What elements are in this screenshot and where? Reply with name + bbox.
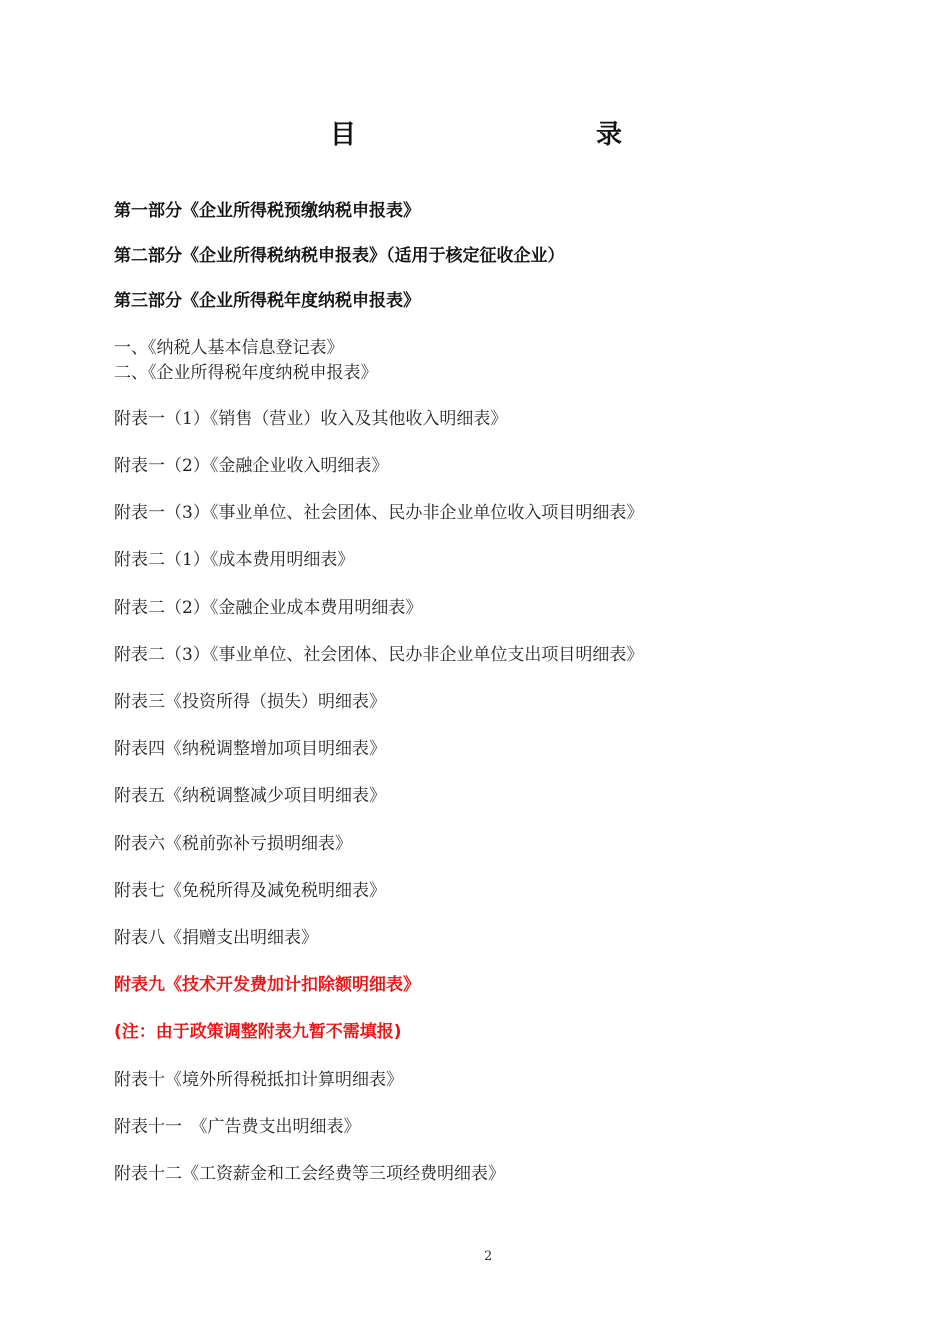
toc-schedule-2-1: 附表二（1）《成本费用明细表》 bbox=[114, 550, 355, 570]
toc-schedule-9: 附表九《技术开发费加计扣除额明细表》 bbox=[114, 975, 420, 995]
page-title-left: 目 bbox=[330, 120, 357, 150]
toc-schedule-6: 附表六《税前弥补亏损明细表》 bbox=[114, 834, 352, 854]
toc-schedule-3: 附表三《投资所得（损失）明细表》 bbox=[114, 692, 386, 712]
toc-schedule-10: 附表十《境外所得税抵扣计算明细表》 bbox=[114, 1070, 403, 1090]
toc-part2: 第二部分《企业所得税纳税申报表》（适用于核定征收企业） bbox=[114, 246, 565, 266]
toc-schedule-8: 附表八《捐赠支出明细表》 bbox=[114, 928, 318, 948]
toc-part3: 第三部分《企业所得税年度纳税申报表》 bbox=[114, 291, 420, 311]
toc-schedule-1-1: 附表一（1）《销售（营业）收入及其他收入明细表》 bbox=[114, 409, 508, 429]
toc-schedule-2-3: 附表二（3）《事业单位、社会团体、民办非企业单位支出项目明细表》 bbox=[114, 645, 644, 665]
toc-part1: 第一部分《企业所得税预缴纳税申报表》 bbox=[114, 201, 420, 221]
toc-schedule-7: 附表七《免税所得及减免税明细表》 bbox=[114, 881, 386, 901]
toc-schedule-5: 附表五《纳税调整减少项目明细表》 bbox=[114, 786, 386, 806]
toc-schedule-2-2: 附表二（2）《金融企业成本费用明细表》 bbox=[114, 598, 423, 618]
toc-schedule-9-note: (注：由于政策调整附表九暂不需填报) bbox=[114, 1022, 402, 1042]
page-number: 2 bbox=[484, 1249, 493, 1264]
page-title-right: 录 bbox=[596, 120, 623, 150]
toc-schedule-11: 附表十一 《广告费支出明细表》 bbox=[114, 1117, 361, 1137]
toc-schedule-1-3: 附表一（3）《事业单位、社会团体、民办非企业单位收入项目明细表》 bbox=[114, 503, 644, 523]
toc-item-2: 二、《企业所得税年度纳税申报表》 bbox=[114, 363, 378, 383]
toc-schedule-4: 附表四《纳税调整增加项目明细表》 bbox=[114, 739, 386, 759]
toc-schedule-12: 附表十二《工资薪金和工会经费等三项经费明细表》 bbox=[114, 1164, 505, 1184]
toc-item-1: 一、《纳税人基本信息登记表》 bbox=[114, 338, 344, 358]
toc-schedule-1-2: 附表一（2）《金融企业收入明细表》 bbox=[114, 456, 389, 476]
